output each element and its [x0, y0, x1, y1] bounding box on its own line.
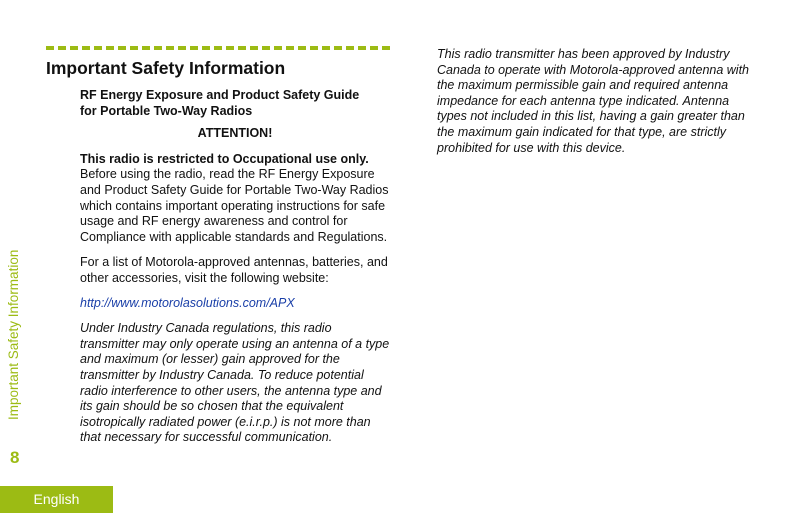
page-number: 8: [10, 448, 20, 467]
accessories-paragraph: For a list of Motorola-approved antennas, batteries, and other accessories, visit the following website:: [80, 255, 388, 285]
restriction-paragraph: [80, 152, 390, 246]
guide-title-line-2: for Portable Two-Way Radios: [80, 103, 253, 118]
guide-title-line-1: RF Energy Exposure and Product Safety Guide: [80, 88, 360, 102]
side-section-label: Important Safety Information: [6, 249, 21, 420]
guide-instructions-text: Before using the radio, read the RF Energy Exposure and Product Safety Guide for Portable Two-Way Radios which contains important operating instructions for safe usage and RF energy awareness and control for Compliance with applicable standards and Regulations.: [80, 167, 389, 244]
guide-title: [80, 88, 390, 119]
left-column: [80, 88, 390, 446]
industry-canada-notice: Under Industry Canada regulations, this radio transmitter may only operate using an antenna of a type and maximum (or lesser) gain approved for the transmitter by Industry Canada. To reduce potential radio interference to other users, the antenna type and its gain should be so chosen that the equivalent isotropically radiated power (e.i.r.p.) is not more than that necessary for successful communication.: [80, 321, 390, 445]
section-divider: [46, 46, 390, 50]
attention-label: ATTENTION!: [197, 126, 273, 141]
language-tab: English: [0, 486, 113, 513]
antenna-approval-notice: This radio transmitter has been approved by Industry Canada to operate with Motorola-approved antenna with the maximum permissible gain and required antenna impedance for each antenna type indicated. Antenna types not included in this list, having a gain greater than the maximum gain indicated for that type, are strictly prohibited for use with this device.: [437, 47, 750, 155]
restriction-notice: This radio is restricted to Occupational use only.: [80, 151, 369, 166]
website-link[interactable]: http://www.motorolasolutions.com/APX: [80, 295, 295, 310]
page-title: Important Safety Information: [46, 58, 286, 78]
